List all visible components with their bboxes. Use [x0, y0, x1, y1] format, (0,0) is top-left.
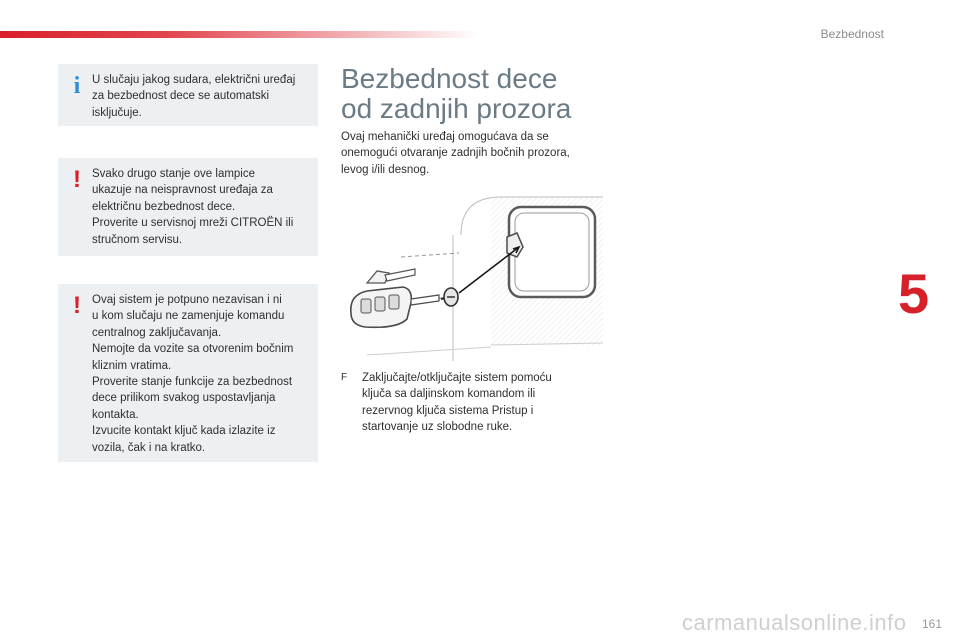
note-line: isključuje. — [92, 106, 142, 119]
warning-note — [58, 158, 318, 256]
step-lock-unlock — [341, 370, 601, 436]
note-line: Proverite stanje funkcije za bezbednost — [92, 376, 293, 389]
step-line: ključa sa daljinskom komandom ili — [362, 388, 536, 401]
step-line: startovanje uz slobodne ruke. — [362, 421, 513, 434]
note-line: dece prilikom svakog uspostavljanja — [92, 392, 276, 405]
illustration-svg — [341, 195, 605, 363]
intro-line: Ovaj mehanički uređaj omogućava da se — [341, 131, 549, 143]
note-line: U slučaju jakog sudara, električni uređaj — [92, 74, 296, 86]
warning-note — [58, 284, 318, 462]
note-line: Proverite u servisnoj mreži CITROËN ili — [92, 217, 294, 230]
section-intro — [341, 129, 601, 178]
note-line: kliznim vratima. — [92, 359, 172, 372]
note-line: Nemojte da vozite sa otvorenim bočnim — [92, 343, 294, 356]
note-line: centralnog zaključavanja. — [92, 326, 222, 339]
note-line: vozila, čak i na kratko. — [92, 441, 206, 454]
note-line: ukazuje na neispravnost uređaja za — [92, 184, 273, 197]
step-text — [341, 370, 601, 436]
header-section-title: Bezbednost — [820, 27, 884, 41]
chapter-number: 5 — [898, 262, 930, 325]
info-icon: i — [73, 73, 81, 99]
note-line: Ovaj sistem je potpuno nezavisan i ni — [92, 294, 282, 306]
section-title-line: Bezbednost dece — [341, 63, 558, 94]
section-title — [341, 64, 571, 124]
intro-line: onemogući otvaranje zadnjih bočnih prozora, — [341, 147, 570, 160]
note-line: u kom slučaju ne zamenjuje komandu — [92, 310, 285, 323]
page-number: 161 — [921, 617, 942, 631]
note-line: stručnom servisu. — [92, 233, 183, 246]
step-line: rezervnog ključa sistema Pristup i — [362, 404, 534, 417]
note-line: električnu bezbednost dece. — [92, 200, 236, 213]
step-line: Zaključajte/otključajte sistem pomoću — [362, 372, 552, 384]
warning-icon: ! — [73, 166, 81, 193]
header-accent-bar — [0, 31, 480, 38]
warning-icon: ! — [73, 292, 81, 319]
note-line: za bezbednost dece se automatski — [92, 90, 270, 103]
info-note — [58, 64, 318, 126]
intro-line: levog i/ili desnog. — [341, 163, 430, 176]
watermark: carmanualsonline.info — [682, 610, 907, 635]
note-line: Svako drugo stanje ove lampice — [92, 168, 256, 180]
section-title-line: od zadnjih prozora — [341, 93, 572, 124]
step-bullet: F — [341, 372, 348, 383]
note-line: kontakta. — [92, 408, 139, 421]
note-line: Izvucite kontakt ključ kada izlazite iz — [92, 425, 276, 438]
key-lock-illustration-icon — [341, 195, 605, 363]
